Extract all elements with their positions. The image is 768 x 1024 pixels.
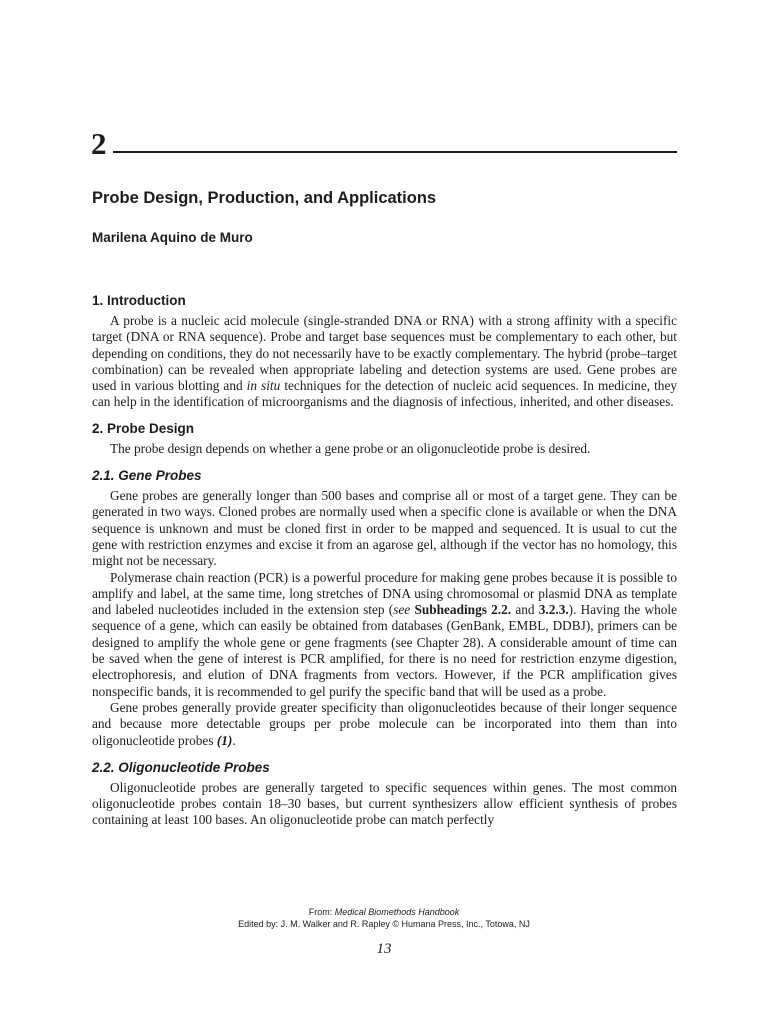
chapter-number: 2 (91, 126, 107, 161)
body-content (92, 292, 677, 829)
oligo-paragraph-1: Oligonucleotide probes are generally targeted to specific sequences within genes. The most common oligonucleotide probes contain 18–30 bases, but current synthesizers allow efficient synthesis of probes containing at least 100 bases. An oligonucleotide probe can match perfectly (92, 779, 677, 828)
citation: (1) (216, 732, 233, 748)
footer-book-title: Medical Biomethods Handbook (334, 907, 460, 917)
intro-text-1: A probe is a nucleic acid molecule (single-stranded DNA or RNA) with a strong affinity with a specific target (DNA or RNA sequence). Probe and target base sequences must be complementary to each other, but depending on conditions, they do not necessarily have to be exactly complementary. The hybrid (probe–target combination) can be revealed when appropriate labeling and detection systems are used. Gene probes are used in various blotting and (92, 313, 677, 394)
intro-text-2: techniques for the detection of nucleic acid sequences. In medicine, they can help in the identification of microorganisms and the diagnosis of infectious, inherited, and other diseases. (92, 378, 677, 410)
footer-from-label: From: (308, 907, 335, 917)
section-heading-introduction: 1. Introduction (92, 293, 186, 308)
chapter-rule (113, 151, 677, 153)
author-name: Marilena Aquino de Muro (92, 230, 253, 245)
gene-p3-text-a: Gene probes generally provide greater specificity than oligonucleotides because of their longer sequence and because more detectable groups per probe molecule can be incorporated into them than into oligonucleotide probes (92, 699, 677, 748)
footer-edited-by: Edited by: J. M. Walker and R. Rapley © Humana Press, Inc., Totowa, NJ (238, 919, 530, 929)
page-number: 13 (376, 941, 392, 957)
subsection-heading-oligonucleotide-probes: 2.2. Oligonucleotide Probes (92, 759, 270, 775)
gene-p3-text-b: . (232, 732, 236, 748)
see-italic: see (393, 602, 411, 618)
subheading-reference: Subheadings 2.2. (414, 602, 512, 618)
gene-paragraph-3 (92, 700, 677, 749)
subsection-heading-gene-probes: 2.1. Gene Probes (92, 468, 202, 484)
gene-paragraph-2 (92, 570, 677, 700)
section-reference: 3.2.3. (538, 602, 569, 618)
intro-italic-term: in situ (246, 378, 281, 394)
design-paragraph: The probe design depends on whether a gene probe or an oligonucleotide probe is desired. (110, 440, 591, 456)
chapter-title: Probe Design, Production, and Applications (92, 189, 437, 207)
gene-p2-text-b: ). Having the whole sequence of a gene, which can easily be obtained from databases (GenBank, EMBL, DDBJ), primers can be designed to amplify the whole gene or gene fragments (see Chapter 28). A considerable amount of time can be saved when the gene of interest is PCR amplified, for there is no need for restriction enzyme digestion, electrophoresis, and elution of DNA fragments from vectors. However, if the PCR amplification gives nonspecific bands, it is recommended to gel purify the specific band that will be used as a probe. (92, 602, 678, 699)
gene-paragraph-1: Gene probes are generally longer than 500 bases and comprise all or most of a target gene. They can be generated in two ways. Cloned probes are normally used when a specific clone is available or when the DNA sequence is unknown and must be cloned first in order to be mapped and sequenced. It is usual to cut the gene with restriction enzymes and excise it from an agarose gel, although if the vector has no homology, this might not be necessary. (92, 488, 677, 569)
gene-p2-text-a: Polymerase chain reaction (PCR) is a powerful procedure for making gene probes because it is possible to amplify and label, at the same time, long stretches of DNA using chromosomal or plasmid DNA as template and labeled nucleotides included in the extension step ( (92, 569, 677, 618)
section-heading-probe-design: 2. Probe Design (92, 420, 195, 436)
intro-paragraph (92, 313, 677, 411)
gene-p2-and: and (511, 602, 539, 618)
footer-source (0, 906, 768, 918)
